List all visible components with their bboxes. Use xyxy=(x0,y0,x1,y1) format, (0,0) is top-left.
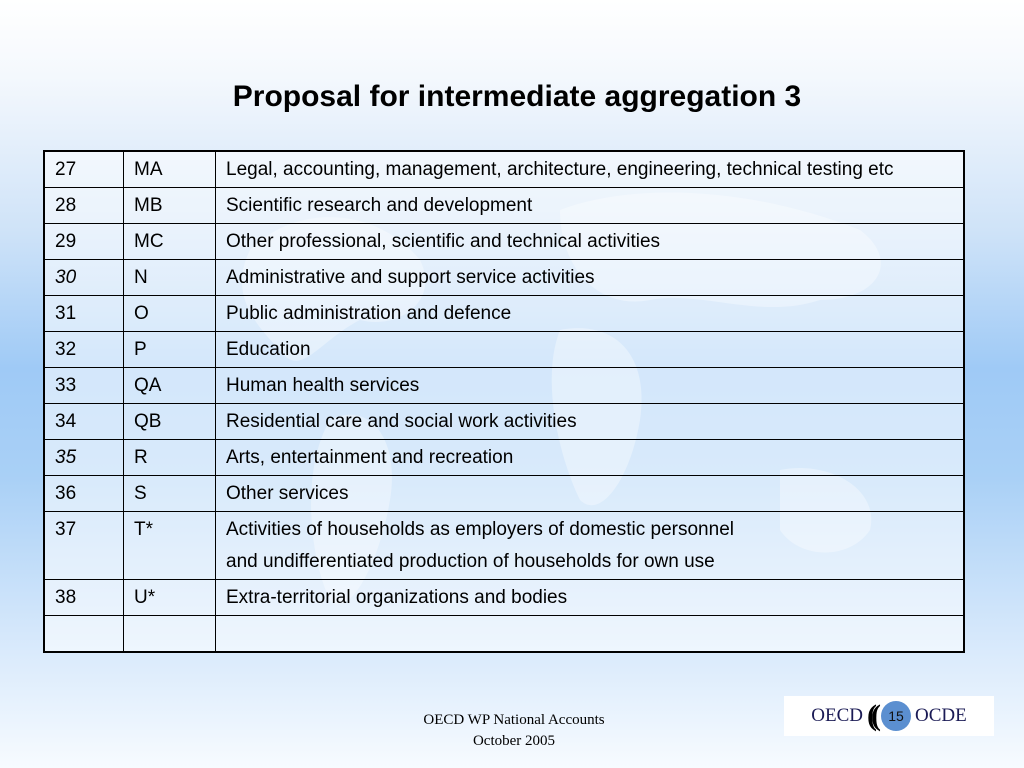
footer-line-1: OECD WP National Accounts xyxy=(423,712,605,728)
table-row xyxy=(44,404,964,440)
table-row xyxy=(44,224,964,260)
table-row xyxy=(44,440,964,476)
table-row xyxy=(44,260,964,296)
footer xyxy=(380,710,648,752)
row-code-cell: N xyxy=(124,260,216,296)
row-description-cell xyxy=(216,616,965,653)
aggregation-table xyxy=(43,150,965,653)
row-description-cell: Public administration and defence xyxy=(216,296,965,332)
row-description-cell: Extra-territorial organizations and bodies xyxy=(216,580,965,616)
row-description-cell: Administrative and support service activities xyxy=(216,260,965,296)
table-row xyxy=(44,616,964,653)
table-row xyxy=(44,296,964,332)
table-row xyxy=(44,580,964,616)
row-number-cell: 37 xyxy=(44,512,124,580)
table-row xyxy=(44,151,964,188)
table-row xyxy=(44,476,964,512)
row-description-cell: Other services xyxy=(216,476,965,512)
logo-right-text: OCDE xyxy=(914,705,967,726)
row-description-cell: Education xyxy=(216,332,965,368)
row-code-cell: MA xyxy=(124,151,216,188)
row-code-cell: QA xyxy=(124,368,216,404)
row-code-cell: MC xyxy=(124,224,216,260)
row-code-cell: S xyxy=(124,476,216,512)
row-number-cell xyxy=(44,616,124,653)
row-number-cell: 36 xyxy=(44,476,124,512)
row-code-cell: QB xyxy=(124,404,216,440)
table-row xyxy=(44,188,964,224)
row-number-cell: 33 xyxy=(44,368,124,404)
description-line: and undifferentiated production of households for own use xyxy=(226,551,715,572)
row-number-cell: 38 xyxy=(44,580,124,616)
row-description-cell: Scientific research and development xyxy=(216,188,965,224)
row-number-cell: 29 xyxy=(44,224,124,260)
row-description-cell: Residential care and social work activities xyxy=(216,404,965,440)
row-number-cell: 32 xyxy=(44,332,124,368)
double-chevron-icon: (( xyxy=(867,699,875,732)
oecd-logo xyxy=(784,696,994,736)
row-number-cell: 27 xyxy=(44,151,124,188)
table-row xyxy=(44,332,964,368)
row-number-cell: 35 xyxy=(44,440,124,476)
row-description-cell: Human health services xyxy=(216,368,965,404)
row-code-cell: MB xyxy=(124,188,216,224)
row-description-cell: Legal, accounting, management, architecture, engineering, technical testing etc xyxy=(216,151,965,188)
slide-title: Proposal for intermediate aggregation 3 xyxy=(232,80,802,113)
row-number-cell: 30 xyxy=(44,260,124,296)
row-code-cell: U* xyxy=(124,580,216,616)
logo-left-text: OECD xyxy=(811,705,863,726)
page-number: 15 xyxy=(881,701,911,731)
description-line: Activities of households as employers of domestic personnel xyxy=(226,519,734,540)
footer-line-2: October 2005 xyxy=(472,733,556,749)
row-code-cell: O xyxy=(124,296,216,332)
row-number-cell: 34 xyxy=(44,404,124,440)
table-row xyxy=(44,368,964,404)
row-number-cell: 31 xyxy=(44,296,124,332)
row-code-cell: R xyxy=(124,440,216,476)
row-number-cell: 28 xyxy=(44,188,124,224)
row-code-cell xyxy=(124,616,216,653)
row-code-cell: P xyxy=(124,332,216,368)
row-description-cell xyxy=(216,512,965,580)
table-row xyxy=(44,512,964,580)
row-code-cell: T* xyxy=(124,512,216,580)
row-description-cell: Other professional, scientific and technical activities xyxy=(216,224,965,260)
row-description-cell: Arts, entertainment and recreation xyxy=(216,440,965,476)
